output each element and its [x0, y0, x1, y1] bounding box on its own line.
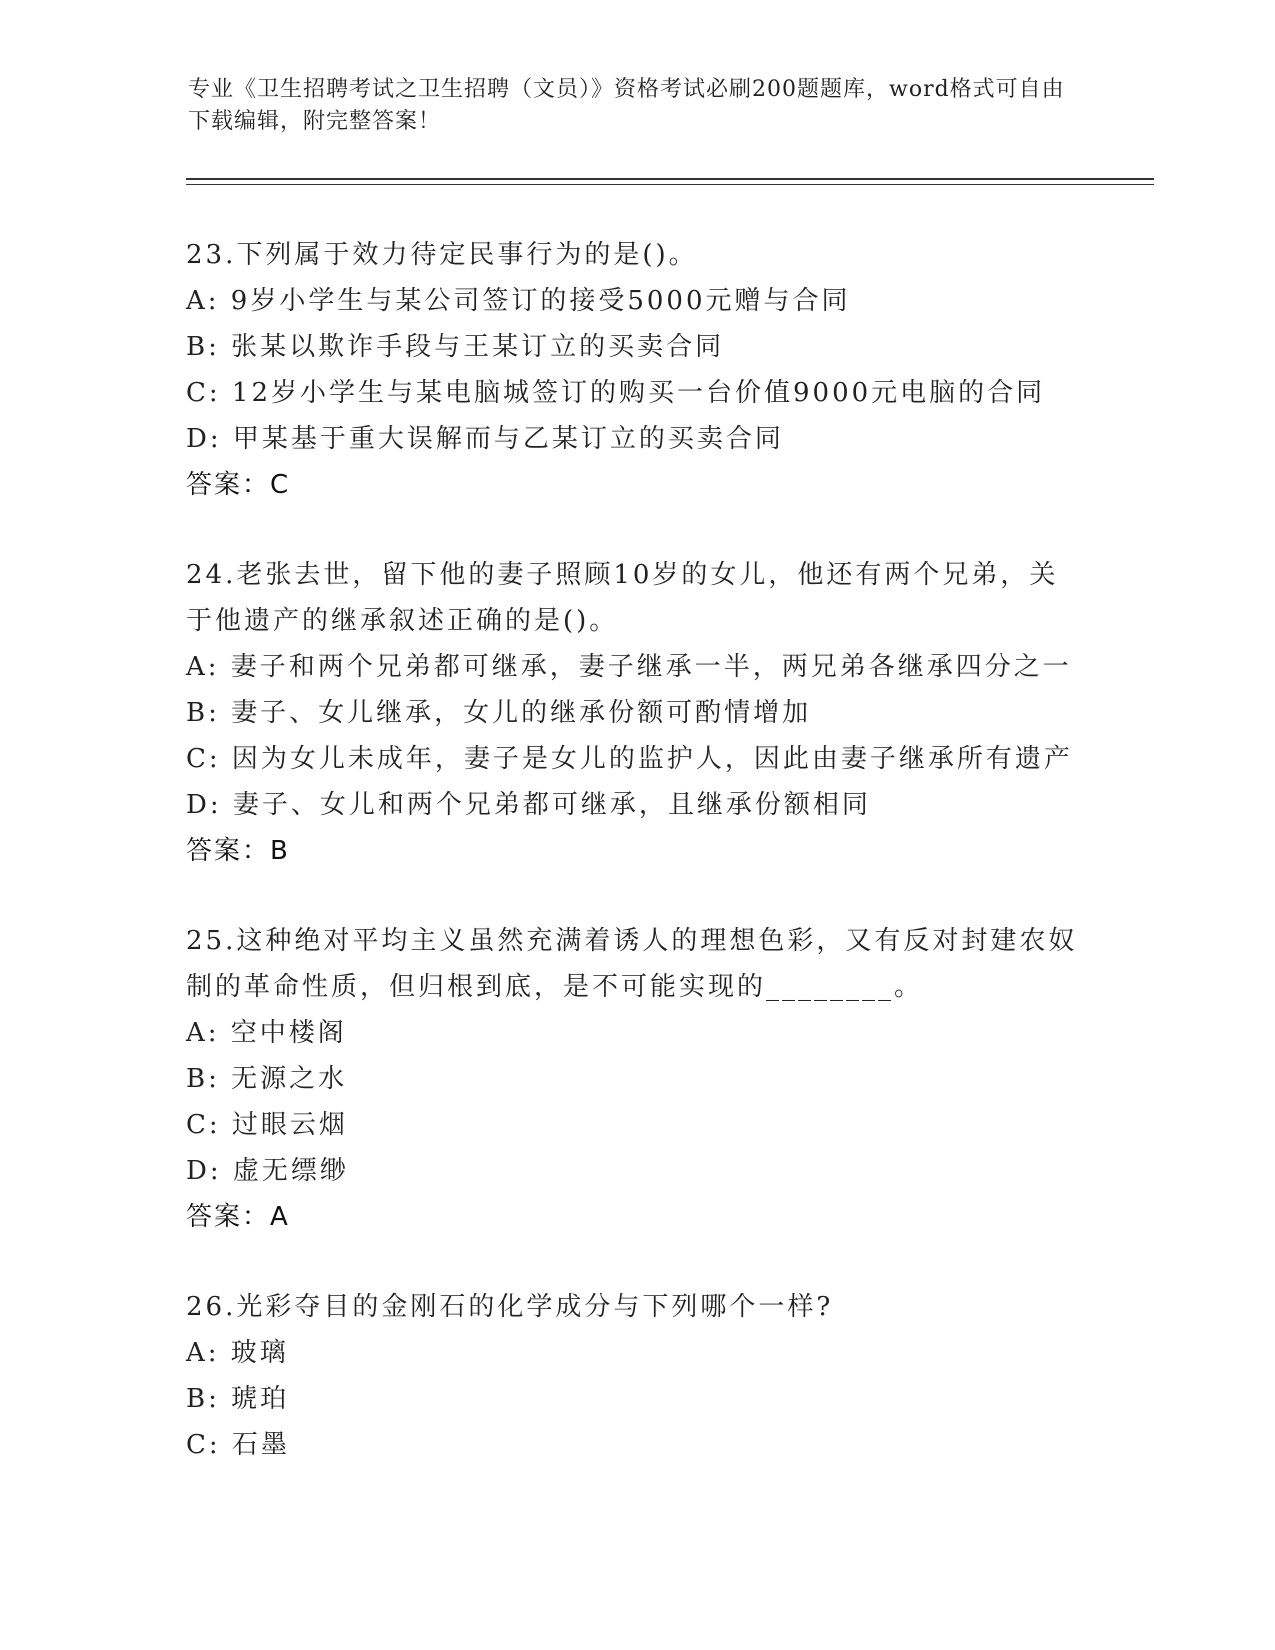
- option-a: A: 9岁小学生与某公司签订的接受5000元赠与合同: [186, 286, 851, 316]
- question-stem: 26.光彩夺目的金刚石的化学成分与下列哪个一样?: [186, 1292, 834, 1322]
- question-stem: 23.下列属于效力待定民事行为的是()。: [186, 240, 698, 270]
- option-d: D: 妻子、女儿和两个兄弟都可继承，且继承份额相同: [186, 790, 871, 820]
- option-b: B: 琥珀: [186, 1384, 290, 1414]
- option-c: C: 因为女儿未成年，妻子是女儿的监护人，因此由妻子继承所有遗产: [186, 744, 1073, 774]
- option-b: B: 无源之水: [186, 1064, 348, 1094]
- question-25: [186, 918, 1086, 1240]
- option-b: B: 妻子、女儿继承，女儿的继承份额可酌情增加: [186, 698, 812, 728]
- question-stem: 25.这种绝对平均主义虽然充满着诱人的理想色彩，又有反对封建农奴制的革命性质，但归根到底，是不可能实现的________。: [186, 926, 1078, 1002]
- answer-line: 答案：C: [186, 470, 291, 500]
- question-stem: 24.老张去世，留下他的妻子照顾10岁的女儿，他还有两个兄弟，关于他遗产的继承叙述正确的是()。: [186, 560, 1059, 636]
- option-c: C: 石墨: [186, 1430, 290, 1460]
- option-d: D: 甲某基于重大误解而与乙某订立的买卖合同: [186, 424, 784, 454]
- answer-line: 答案：A: [186, 1202, 290, 1232]
- option-c: C: 12岁小学生与某电脑城签订的购买一台价值9000元电脑的合同: [186, 378, 1046, 408]
- option-a: A: 空中楼阁: [186, 1018, 347, 1048]
- header-text: 专业《卫生招聘考试之卫生招聘（文员）》资格考试必刷200题题库，word格式可自由下载编辑，附完整答案！: [188, 77, 1065, 134]
- answer-line: 答案：B: [186, 836, 290, 866]
- option-b: B: 张某以欺诈手段与王某订立的买卖合同: [186, 332, 725, 362]
- header-divider-thin: [186, 184, 1154, 185]
- option-c: C: 过眼云烟: [186, 1110, 348, 1140]
- question-23: [186, 232, 1086, 508]
- option-a: A: 妻子和两个兄弟都可继承，妻子继承一半，两兄弟各继承四分之一: [186, 652, 1072, 682]
- question-26: [186, 1284, 1086, 1468]
- option-d: D: 虚无缥缈: [186, 1156, 349, 1186]
- question-24: [186, 552, 1086, 874]
- question-list: [186, 232, 1086, 1512]
- header-divider: [186, 178, 1154, 180]
- option-a: A: 玻璃: [186, 1338, 289, 1368]
